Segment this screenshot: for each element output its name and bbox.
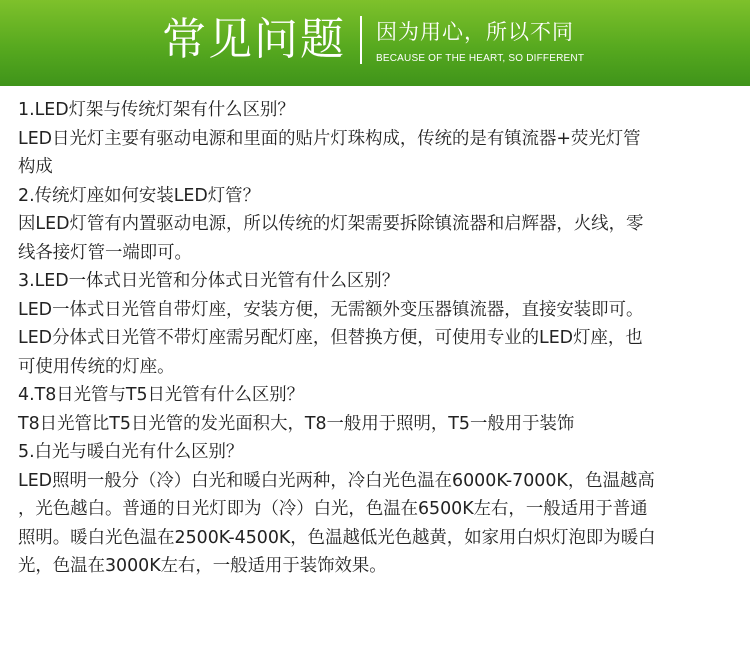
faq-answer-2-line-2: 线各接灯管一端即可。 — [18, 242, 192, 263]
header-banner — [0, 0, 750, 86]
faq-answer-4-line-1: T8日光管比T5日光管的发光面积大，T8一般用于照明，T5一般用于装饰 — [18, 413, 575, 434]
faq-question-5: 5.白光与暖白光有什么区别？ — [18, 442, 244, 462]
faq-answer-1-line-2: 构成 — [18, 157, 53, 177]
faq-content — [18, 96, 734, 581]
faq-answer-3-line-3: 可使用传统的灯座。 — [18, 356, 175, 377]
faq-question-4: 4.T8日光管与T5日光管有什么区别？ — [18, 385, 305, 405]
banner-subtitle: BECAUSE OF THE HEART, SO DIFFERENT — [376, 53, 585, 64]
faq-question-2: 2.传统灯座如何安装LED灯管？ — [18, 185, 260, 206]
faq-answer-3-line-2: LED分体式日光管不带灯座需另配灯座，但替换方便，可使用专业的LED灯座，也 — [18, 328, 643, 348]
faq-answer-5-line-2: ，光色越白。普通的日光灯即为（冷）白光，色温在6500K左右，一般适用于普通 — [18, 499, 648, 519]
faq-answer-5-line-1: LED照明一般分（冷）白光和暖白光两种，冷白光色温在6000K-7000K，色温越高 — [18, 470, 655, 491]
faq-answer-5-line-4: 光，色温在3000K左右，一般适用于装饰效果。 — [18, 556, 387, 576]
banner-divider — [360, 16, 362, 64]
faq-question-3: 3.LED一体式日光管和分体式日光管有什么区别？ — [18, 271, 400, 291]
faq-answer-1-line-1: LED日光灯主要有驱动电源和里面的贴片灯珠构成，传统的是有镇流器+荧光灯管 — [18, 128, 641, 149]
faq-answer-3-line-1: LED一体式日光管自带灯座，安装方便，无需额外变压器镇流器，直接安装即可。 — [18, 299, 644, 320]
banner-slogan: 因为用心，所以不同 — [376, 20, 574, 44]
faq-answer-2-line-1: 因LED灯管有内置驱动电源，所以传统的灯架需要拆除镇流器和启辉器，火线，零 — [18, 214, 644, 234]
page-title: 常见问题 — [162, 14, 346, 65]
faq-question-1: 1.LED灯架与传统灯架有什么区别？ — [18, 100, 295, 120]
faq-answer-5-line-3: 照明。暖白光色温在2500K-4500K，色温越低光色越黄，如家用白炽灯泡即为暖白 — [18, 527, 656, 548]
